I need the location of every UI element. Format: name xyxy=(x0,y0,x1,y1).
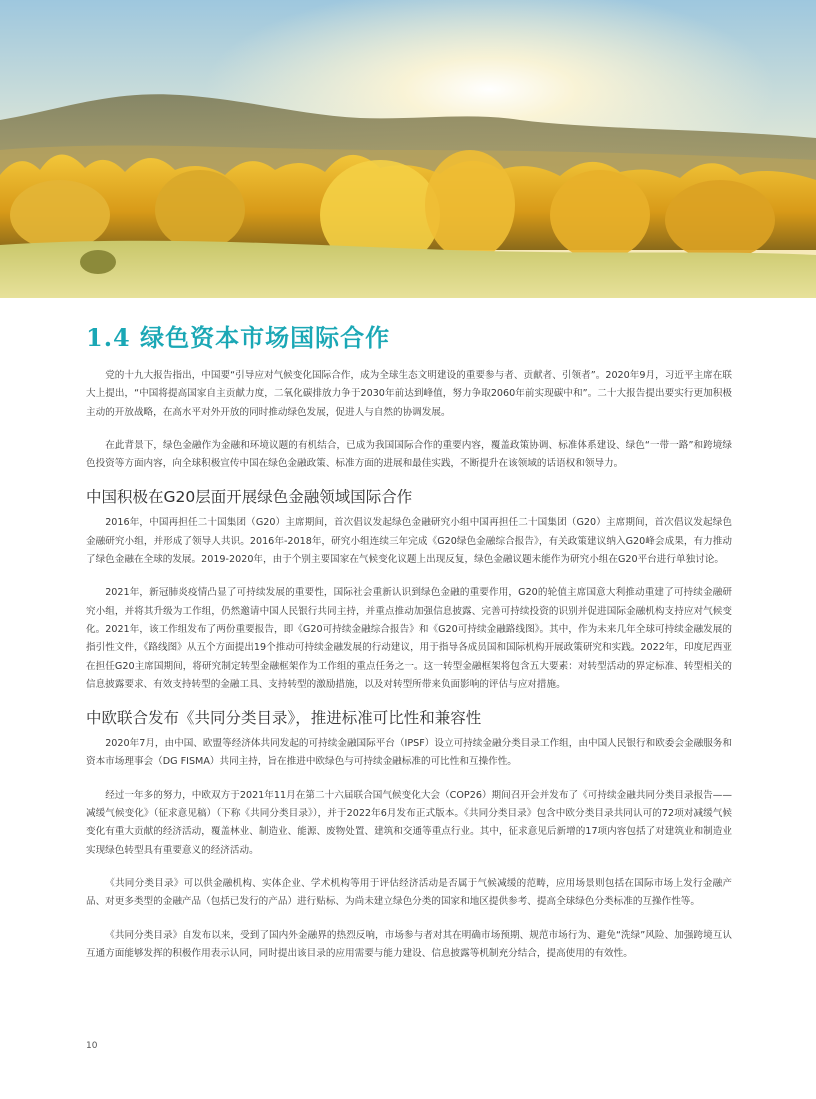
g20-paragraph: 2021年，新冠肺炎疫情凸显了可持续发展的重要性，国际社会重新认识到绿色金融的重要作用，G20的轮值主席国意大利推动重建了可持续金融研究小组，并将其升级为工作组，仍然邀请中国人民银行共同主持，并重点推动加强信息披露、完善可持续投资的识别并促进国际金融机构支持应对气候变化。2021年，该工作组发布了两份重要报告，即《G20可持续金融综合报告》和《G20可持续金融路线图》。其中，作为未来几年全球可持续金融发展的指引性文件，《路线图》从五个方面提出19个推动可持续金融发展的行动建议，用于指导各成员国和国际机构开展政策研究和实践。2022年，印度尼西亚在担任G20主席国期间，将研究制定转型金融框架作为工作组的重点任务之一。这一转型金融框架将包含五大要素：对转型活动的界定标准、转型相关的信息披露要求、有效支持转型的金融工具、支持转型的激励措施，以及对转型所带来负面影响的评估与应对措施。 xyxy=(86,587,732,690)
intro-paragraph: 在此背景下，绿色金融作为金融和环境议题的有机结合，已成为我国国际合作的重要内容，覆盖政策协调、标准体系建设、绿色“一带一路”和跨境绿色投资等方面内容，向全球积极宣传中国在绿色金融政策、标准方面的进展和最佳实践，不断提升在该领域的话语权和领导力。 xyxy=(86,439,732,470)
eu-paragraph: 2020年7月，由中国、欧盟等经济体共同发起的可持续金融国际平台（IPSF）设立可持续金融分类目录工作组，由中国人民银行和欧委会金融服务和资本市场理事会（DG FISMA）共同主持，旨在推进中欧绿色与可持续金融标准的可比性和互操作性。 xyxy=(86,738,732,768)
section-title: 1.4 绿色资本市场国际合作 xyxy=(86,323,391,352)
eu-heading: 中欧联合发布《共同分类目录》，推进标准可比性和兼容性 xyxy=(86,709,482,728)
g20-paragraph: 2016年，中国再担任二十国集团（G20）主席期间，首次倡议发起绿色金融研究小组中国再担任二十国集团（G20）主席期间，首次倡议发起绿色金融研究小组，并形成了领导人共识。2016年-2018年，研究小组连续三年完成《G20绿色金融综合报告》，有关政策建议纳入G20峰会成果，有力推动了绿色金融在全球的发展。2019-2020年，由于个别主要国家在气候变化议题上出现反复，绿色金融议题未能作为研究小组在G20平台进行单独讨论。 xyxy=(86,517,732,566)
hero-photo xyxy=(0,0,816,298)
intro-paragraph: 党的十九大报告指出，中国要“引导应对气候变化国际合作，成为全球生态文明建设的重要参与者、贡献者、引领者”。2020年9月，习近平主席在联大上提出，“中国将提高国家自主贡献力度，二氧化碳排放力争于2030年前达到峰值，努力争取2060年前实现碳中和”。二十大报告提出要实行更加积极主动的开放战略，在高水平对外开放的同时推动绿色发展，促进人与自然的协调发展。 xyxy=(86,370,732,418)
eu-paragraph: 《共同分类目录》可以供金融机构、实体企业、学术机构等用于评估经济活动是否属于气候减缓的范畴，应用场景则包括在国际市场上发行金融产品、对更多类型的金融产品（包括已发行的产品）进行贴标、为尚未建立绿色分类的国家和地区提供参考、提高全球绿色分类标准的互操作性等。 xyxy=(86,877,732,908)
eu-paragraph: 经过一年多的努力，中欧双方于2021年11月在第二十六届联合国气候变化大会（COP26）期间召开会并发布了《可持续金融共同分类目录报告——减缓气候变化》（征求意见稿）（下称《共同分类目录》），并于2022年6月发布正式版本。《共同分类目录》包含中欧分类目录共同认可的72项对减缓气候变化有重大贡献的经济活动，覆盖林业、制造业、能源、废物处置、建筑和交通等重点行业。其中，征求意见后新增的17项内容包括了对建筑业和制造业实现绿色转型具有重要意义的经济活动。 xyxy=(86,789,732,856)
sunrise-forest-photo-icon xyxy=(0,0,816,298)
eu-paragraph: 《共同分类目录》自发布以来，受到了国内外金融界的热烈反响，市场参与者对其在明确市场预期、规范市场行为、避免“洗绿”风险、加强跨境互认互通方面能够发挥的积极作用表示认同，同时提出该目录的应用需要与能力建设、信息披露等机制充分结合，提高使用的有效性。 xyxy=(86,929,732,959)
g20-heading: 中国积极在G20层面开展绿色金融领域国际合作 xyxy=(86,488,413,507)
page-number: 10 xyxy=(86,1041,98,1051)
main-content xyxy=(86,318,732,978)
